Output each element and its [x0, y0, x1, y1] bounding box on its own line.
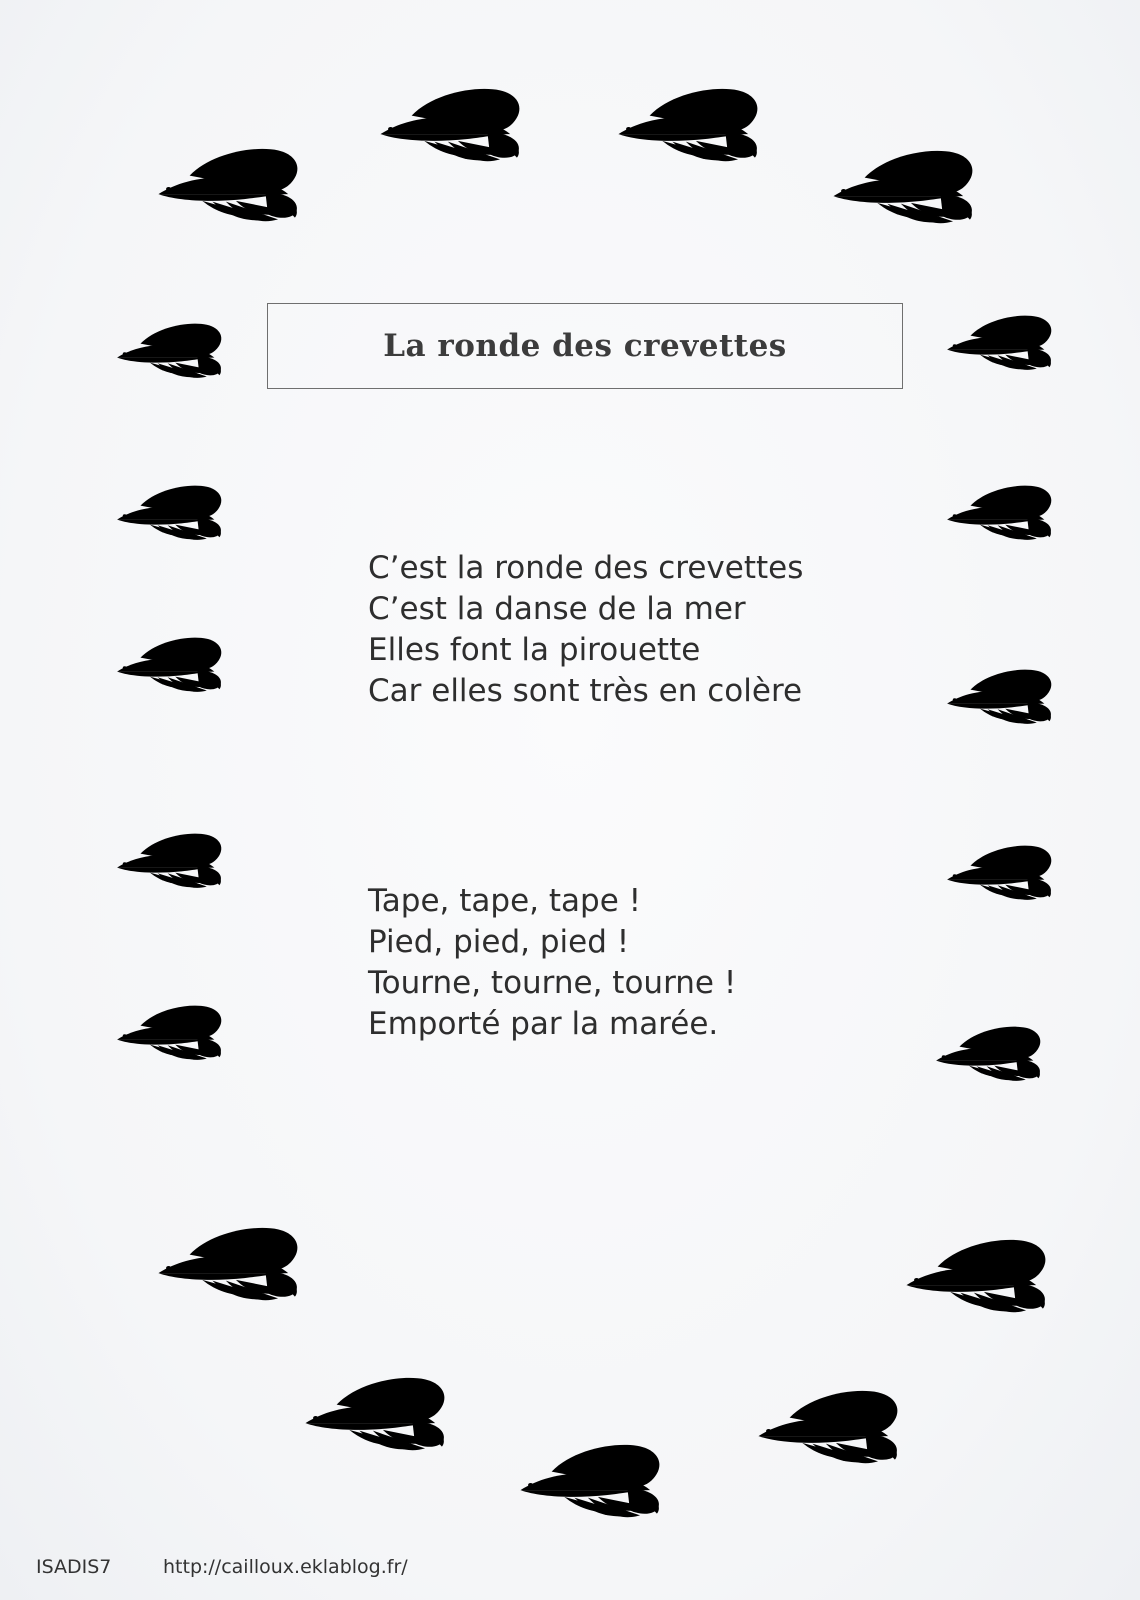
verse-line: Elles font la pirouette [368, 632, 701, 668]
shrimp-icon [937, 476, 1057, 548]
shrimp-icon [107, 476, 227, 548]
verse-line: C’est la danse de la mer [368, 591, 746, 627]
page-title: La ronde des crevettes [383, 328, 787, 364]
shrimp-icon [820, 138, 980, 234]
shrimp-icon [145, 136, 305, 232]
title-box [267, 303, 903, 389]
stanza-verse [368, 548, 803, 712]
shrimp-icon [107, 314, 227, 386]
shrimp-icon [937, 836, 1057, 908]
shrimp-icon [605, 76, 765, 172]
shrimp-icon [107, 628, 227, 700]
refrain-line: Tourne, tourne, tourne ! [368, 965, 737, 1001]
footer-url: http://cailloux.eklablog.fr/ [163, 1556, 408, 1578]
shrimp-icon [893, 1227, 1053, 1323]
shrimp-icon [107, 824, 227, 896]
verse-line: Car elles sont très en colère [368, 673, 803, 709]
verse-line: C’est la ronde des crevettes [368, 550, 804, 586]
shrimp-icon [367, 76, 527, 172]
footer-author: ISADIS7 [36, 1556, 112, 1578]
shrimp-icon [507, 1432, 667, 1528]
shrimp-icon [745, 1378, 905, 1474]
refrain-line: Tape, tape, tape ! [368, 883, 642, 919]
stanza-refrain [368, 881, 736, 1045]
shrimp-icon [292, 1365, 452, 1461]
shrimp-icon [107, 996, 227, 1068]
shrimp-icon [145, 1215, 305, 1311]
refrain-line: Pied, pied, pied ! [368, 924, 630, 960]
shrimp-icon [937, 306, 1057, 378]
shrimp-icon [926, 1017, 1046, 1089]
refrain-line: Emporté par la marée. [368, 1006, 719, 1042]
shrimp-icon [937, 660, 1057, 732]
